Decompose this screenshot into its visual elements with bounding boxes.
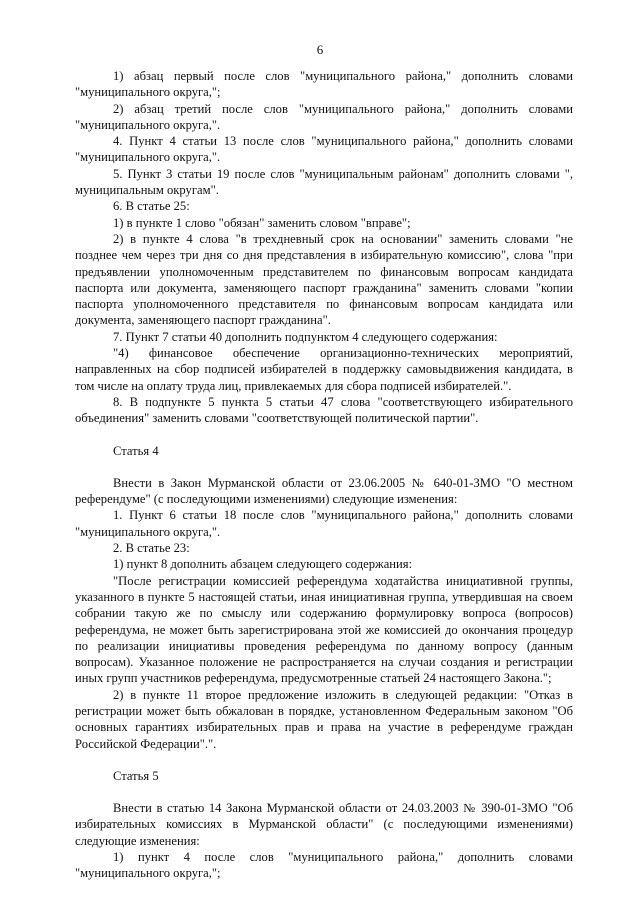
paragraph: 1) пункт 8 дополнить абзацем следующего содержания: xyxy=(113,557,413,572)
page-number: 6 xyxy=(316,42,324,57)
paragraph: 2) в пункте 4 слова "в трехдневный срок на основании" заменить словами "не позднее чем через три дня со дня представления в избирательную комиссию", слова "при предъявлении уполномоченным представителем по финансовым вопросам кандидата паспорта или документа, заменяющего паспорт гражданина" заменить словами "копии паспорта уполномоченного представителя по финансовым вопросам кандидата или документа, заменяющего паспорт гражданина". xyxy=(75,231,573,328)
paragraph: 1) в пункте 1 слово "обязан" заменить словом "вправе"; xyxy=(113,215,411,230)
paragraph: 8. В подпункте 5 пункта 5 статьи 47 слова "соответствующего избирательного объединения" заменить словами "соответствующей политической партии". xyxy=(75,394,573,426)
paragraph: 1) абзац первый после слов "муниципального района," дополнить словами "муниципального округа,"; xyxy=(75,69,573,100)
paragraph: 7. Пункт 7 статьи 40 дополнить подпунктом 4 следующего содержания: xyxy=(113,329,498,344)
paragraph: 2) абзац третий после слов "муниципального района," дополнить словами "муниципального округа,". xyxy=(75,101,573,132)
paragraph: 6. В статье 25: xyxy=(113,199,190,214)
paragraph: 5. Пункт 3 статьи 19 после слов "муниципальным районам" дополнить словами ", муниципальным округам". xyxy=(75,166,573,198)
document-body xyxy=(75,68,573,882)
article-4-heading: Статья 4 xyxy=(113,443,159,458)
paragraph: 4. Пункт 4 статьи 13 после слов "муниципального района," дополнить словами "муниципального округа,". xyxy=(75,134,573,165)
paragraph: "После регистрации комиссией референдума ходатайства инициативной группы, указанного в пункте 5 настоящей статьи, иная инициативная группа, утвердившая на своем собрании такую же по смыслу или содержанию формулировку вопроса (вопросов) референдума, не может быть зарегистрирована этой же комиссией до окончания процедур по реализации инициативы проведения референдума по данному вопросу (данным вопросам). Указанное положение не распространяется на случаи создания и регистрации иных групп участников референдума, предусмотренные статьей 24 настоящего Закона."; xyxy=(75,573,573,686)
paragraph: 1. Пункт 6 статьи 18 после слов "муниципального района," дополнить словами "муниципального округа,". xyxy=(75,508,573,539)
paragraph: "4) финансовое обеспечение организационно-технических мероприятий, направленных на сбор подписей избирателей в поддержку самовыдвижения кандидата, в том числе на оплату труда лиц, привлекаемых для сбора подписей избирателей.". xyxy=(75,346,573,393)
paragraph: 2) в пункте 11 второе предложение изложить в следующей редакции: "Отказ в регистрации может быть обжалован в порядке, установленном Федеральным законом "Об основных гарантиях избирательных прав и права на участие в референдуме граждан Российской Федерации".". xyxy=(75,687,573,751)
paragraph: Внести в статью 14 Закона Мурманской области от 24.03.2003 № 390-01-ЗМО "Об избирательных комиссиях в Мурманской области" (с последующими изменениями) следующие изменения: xyxy=(75,801,573,848)
paragraph: 2. В статье 23: xyxy=(113,541,190,556)
paragraph: 1) пункт 4 после слов "муниципального района," дополнить словами "муниципального округа,"; xyxy=(75,850,573,881)
paragraph: Внести в Закон Мурманской области от 23.06.2005 № 640-01-ЗМО "О местном референдуме" (с последующими изменениями) следующие изменения: xyxy=(75,475,573,507)
article-5-heading: Статья 5 xyxy=(113,768,159,783)
